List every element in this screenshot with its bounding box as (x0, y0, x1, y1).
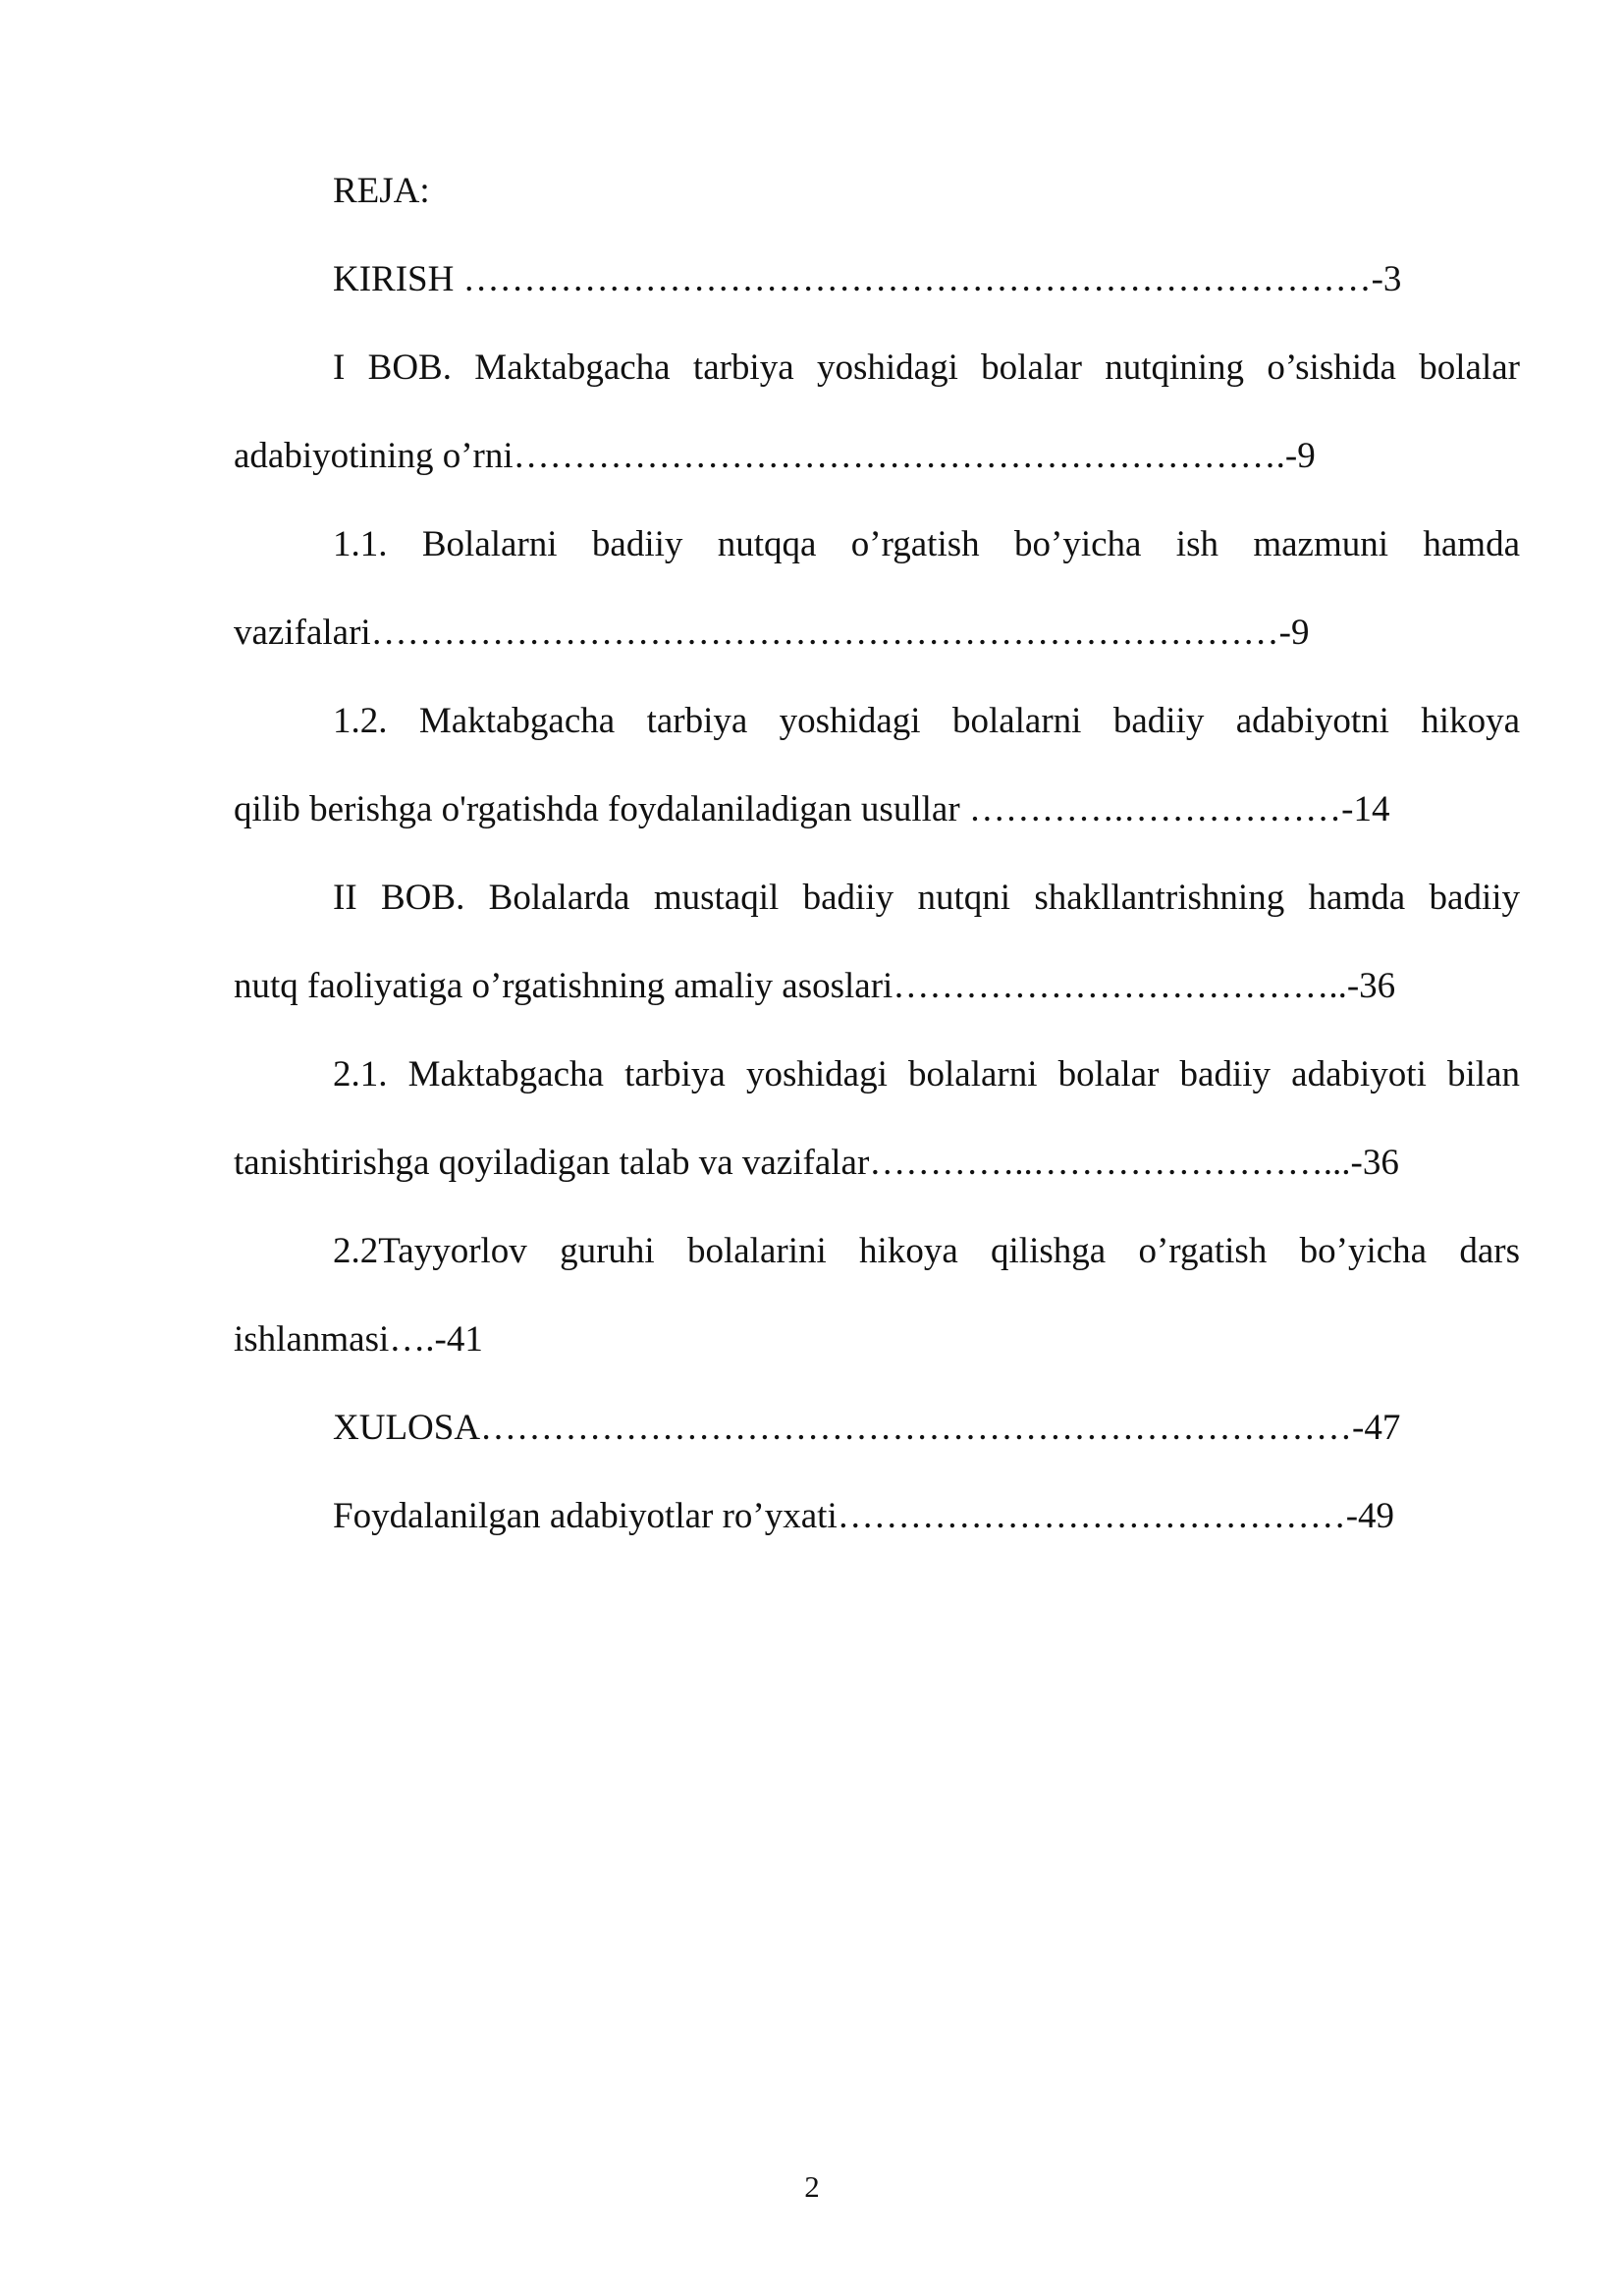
toc-entry-1-1-line-1: 1.1. Bolalarni badiiy nutqqa o’rgatish bo’yicha ish mazmuni hamda (333, 524, 1520, 564)
table-of-contents (234, 147, 1520, 1561)
page-number: 2 (804, 2169, 820, 2204)
toc-entry-2-1-line-1: 2.1. Maktabgacha tarbiya yoshidagi bolalarni bolalar badiiy adabiyoti bilan (333, 1054, 1520, 1095)
toc-entry-references: Foydalanilgan adabiyotlar ro’yxati……………………………………-49 (333, 1496, 1395, 1536)
toc-entry-bob-2-line-1: II BOB. Bolalarda mustaqil badiiy nutqni shakllantrishning hamda badiiy (333, 878, 1520, 918)
toc-entry-xulosa: XULOSA………………………………………………………………-47 (333, 1408, 1401, 1448)
toc-entry-2-2-line-2: ishlanmasi….-41 (234, 1319, 483, 1360)
toc-entry-kirish: KIRISH …………………………………………………………………-3 (333, 259, 1402, 299)
toc-entry-1-2-line-2: qilib berishga o'rgatishda foydalaniladigan usullar ………….………………-14 (234, 789, 1390, 829)
toc-entry-bob-1-line-2: adabiyotining o’rni……………………………………………………….-9 (234, 436, 1316, 476)
toc-entry-1-2-line-1: 1.2. Maktabgacha tarbiya yoshidagi bolalarni badiiy adabiyotni hikoya (333, 701, 1520, 741)
toc-entry-bob-2-line-2: nutq faoliyatiga o’rgatishning amaliy asoslari………………………………..-36 (234, 966, 1396, 1006)
toc-entry-bob-1-line-1: I BOB. Maktabgacha tarbiya yoshidagi bolalar nutqining o’sishida bolalar (333, 347, 1520, 388)
toc-entry-2-2-line-1: 2.2Tayyorlov guruhi bolalarini hikoya qilishga o’rgatish bo’yicha dars (333, 1231, 1520, 1271)
toc-entry-1-1-line-2: vazifalari…………………………………………………………………-9 (234, 613, 1310, 653)
toc-entry-2-1-line-2: tanishtirishga qoyiladigan talab va vazifalar…………..……………………...-36 (234, 1143, 1399, 1183)
toc-heading: REJA: (333, 171, 430, 211)
